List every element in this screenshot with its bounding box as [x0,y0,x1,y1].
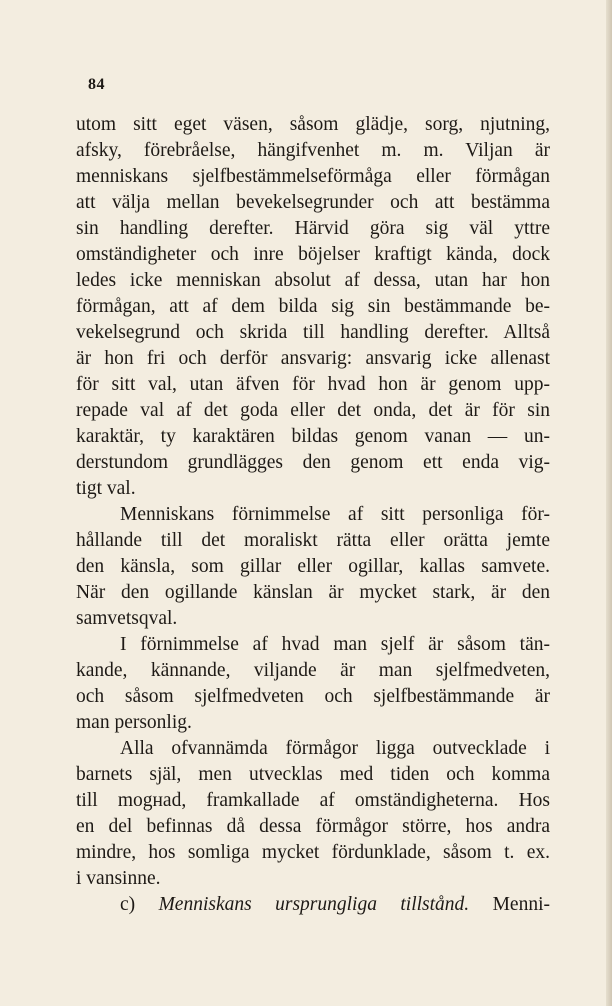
text-line: sin handling derefter. Härvid göra sig väl yttre [76,218,550,239]
text-line: till mogнad, framkallade af omständigheterna. Hos [76,790,550,811]
section-continuation: Menni- [492,894,550,915]
text-line: och såsom sjelfmedveten och sjelfbestämmande är [76,686,550,707]
text-line: samvetsqval. [76,608,178,629]
text-line: repade val af det goda eller det onda, det är för sin [76,400,550,421]
section-label: c) [120,894,136,915]
text-line: ledes icke menniskan absolut af dessa, utan har hon [76,270,550,291]
text-line: menniskans sjelfbestämmelseförmåga eller förmågan [76,166,550,187]
text-line: I förnimmelse af hvad man sjelf är såsom tän- [120,634,550,655]
text-line: man personlig. [76,712,192,733]
text-line: tigt val. [76,478,136,499]
section-heading-line [76,892,550,918]
page-number: 84 [88,76,105,93]
text-line: att välja mellan bevekelsegrunder och att bestämma [76,192,550,213]
text-line: barnets själ, men utvecklas med tiden och komma [76,764,550,785]
text-line: i vansinne. [76,868,161,889]
text-line: kande, kännande, viljande är man sjelfmedveten, [76,660,550,681]
text-line: mindre, hos somliga mycket fördunklade, såsom t. ex. [76,842,550,863]
text-line: den känsla, som gillar eller ogillar, kallas samvete. [76,556,550,577]
text-line: hållande till det moraliskt rätta eller orätta jemte [76,530,550,551]
text-line: karaktär, ty karaktären bildas genom vanan — un- [76,426,550,447]
text-line: vekelsegrund och skrida till handling derefter. Alltså [76,322,550,343]
text-line: för sitt val, utan äfven för hvad hon är genom upp- [76,374,550,395]
body-text [76,112,550,918]
text-line: derstundom grundlägges den genom ett enda vig- [76,452,550,473]
text-line: afsky, förebråelse, hängifvenhet m. m. Viljan är [76,140,550,161]
section-title: Menniskans ursprungliga tillstånd. [158,894,470,915]
text-line: är hon fri och derför ansvarig: ansvarig icke allenast [76,348,550,369]
text-line: en del befinnas då dessa förmågor större, hos andra [76,816,550,837]
text-line: Alla ofvannämda förmågor ligga outvecklade i [120,738,550,759]
page-edge [606,0,612,1006]
text-line: omständigheter och inre böjelser kraftigt kända, dock [76,244,550,265]
text-line: förmågan, att af dem bilda sig sin bestämmande be- [76,296,550,317]
text-line: utom sitt eget väsen, såsom glädje, sorg, njutning, [76,114,550,135]
text-line: När den ogillande känslan är mycket stark, är den [76,582,550,603]
text-line: Menniskans förnimmelse af sitt personliga för- [120,504,550,525]
